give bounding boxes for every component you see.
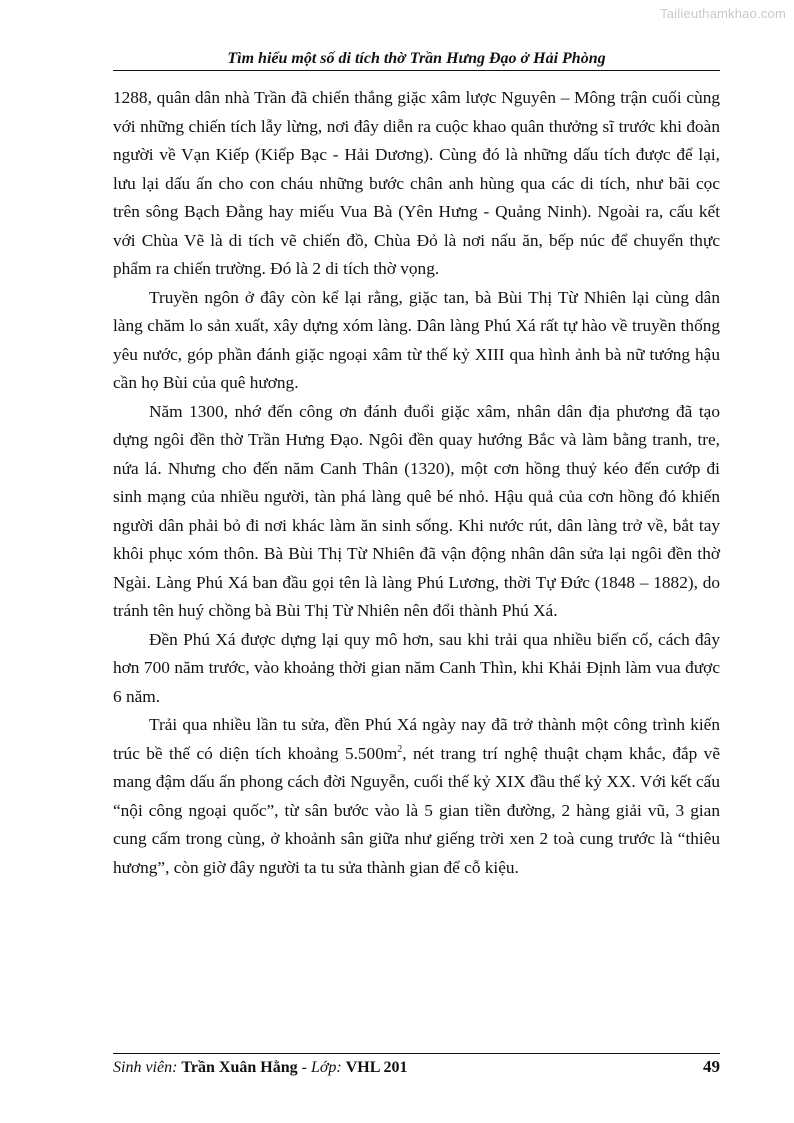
footer-divider — [113, 1053, 720, 1054]
separator: : — [172, 1059, 182, 1076]
class-label: Lớp — [310, 1059, 337, 1076]
watermark: Tailieuthamkhao.com — [660, 6, 786, 21]
page-number: 49 — [703, 1057, 720, 1076]
paragraph-3: Năm 1300, nhớ đến công ơn đánh đuổi giặc xâm, nhân dân địa phương đã tạo dựng ngôi đền thờ Trần Hưng Đạo. Ngôi đền quay hướng Bắc và làm bằng tranh, tre, nứa lá. Nhưng cho đến năm Canh Thân (1320), một cơn hồng thuỷ kéo đến cướp đi sinh mạng của nhiều người, tàn phá làng quê bé nhỏ. Hậu quả của cơn hồng đó khiến người dân phải bỏ đi nơi khác làm ăn sinh sống. Khi nước rút, dân làng trở về, bắt tay khôi phục xóm thôn. Bà Bùi Thị Từ Nhiên đã vận động nhân dân sửa lại ngôi đền thờ Ngài. Làng Phú Xá ban đầu gọi tên là làng Phú Lương, thời Tự Đức (1848 – 1882), do tránh tên huý chồng bà Bùi Thị Từ Nhiên nên đổi thành Phú Xá. — [113, 401, 720, 620]
paragraph-2: Truyền ngôn ở đây còn kể lại rằng, giặc tan, bà Bùi Thị Từ Nhiên lại cùng dân làng chăm lo sản xuất, xây dựng xóm làng. Dân làng Phú Xá rất tự hào về truyền thống yêu nước, góp phần đánh giặc ngoại xâm từ thế kỷ XIII qua hình ảnh bà nữ tướng hậu cần họ Bùi của quê hương. — [113, 287, 720, 392]
paragraph-5 — [113, 711, 720, 882]
superscript: 2 — [397, 743, 403, 755]
paragraph-5-part-1: Trải qua nhiều lần tu sửa, đền Phú Xá ngày nay đã trở thành một công trình kiến trúc bề thế có diện tích khoảng 5.500m — [113, 715, 720, 763]
student-label: Sinh viên — [113, 1059, 173, 1076]
student-name: Trần Xuân Hằng — [181, 1059, 298, 1076]
paragraph-5-part-2: , nét trang trí nghệ thuật chạm khắc, đắp vẽ mang đậm dấu ấn phong cách đời Nguyễn, cuối thế kỷ XIX đầu thế kỷ XX. Với kết cấu “nội công ngoại quốc”, từ sân bước vào là 5 gian tiền đường, 2 hàng giải vũ, 3 gian cung cấm trong cùng, ở khoảnh sân giữa như giếng trời xen 2 toà cung trước là “thiêu hương”, còn giờ đây người ta tu sửa thành gian để cỗ kiệu. — [113, 743, 720, 877]
separator: : — [336, 1059, 346, 1076]
paragraph-1: 1288, quân dân nhà Trần đã chiến thắng giặc xâm lược Nguyên – Mông trận cuối cùng với những chiến tích lẫy lừng, nơi đây diễn ra cuộc khao quân thưởng sĩ trước khi đoàn người về Vạn Kiếp (Kiếp Bạc - Hải Dương). Cùng đó là những dấu tích được để lại, lưu lại dấu ấn cho con cháu những bước chân anh hùng qua các di tích, như bãi cọc trên sông Bạch Đằng hay miếu Vua Bà (Yên Hưng - Quảng Ninh). Ngoài ra, cấu kết với Chùa Vẽ là di tích vẽ chiến đồ, Chùa Đỏ là nơi nấu ăn, bếp núc để chuyển thực phẩm ra chiến trường. Đó là 2 di tích thờ vọng. — [113, 88, 720, 278]
page-footer — [113, 1057, 720, 1077]
document-body — [113, 84, 720, 882]
page-header-title: Tìm hiểu một số di tích thờ Trần Hưng Đạo ở Hải Phòng — [227, 50, 606, 67]
separator: - — [297, 1059, 311, 1076]
header-divider — [113, 70, 720, 71]
footer-author-info — [113, 1059, 408, 1077]
class-name: VHL 201 — [345, 1059, 408, 1076]
paragraph-4: Đền Phú Xá được dựng lại quy mô hơn, sau khi trải qua nhiều biến cố, cách đây hơn 700 năm trước, vào khoảng thời gian năm Canh Thìn, khi Khải Định làm vua được 6 năm. — [113, 629, 720, 706]
